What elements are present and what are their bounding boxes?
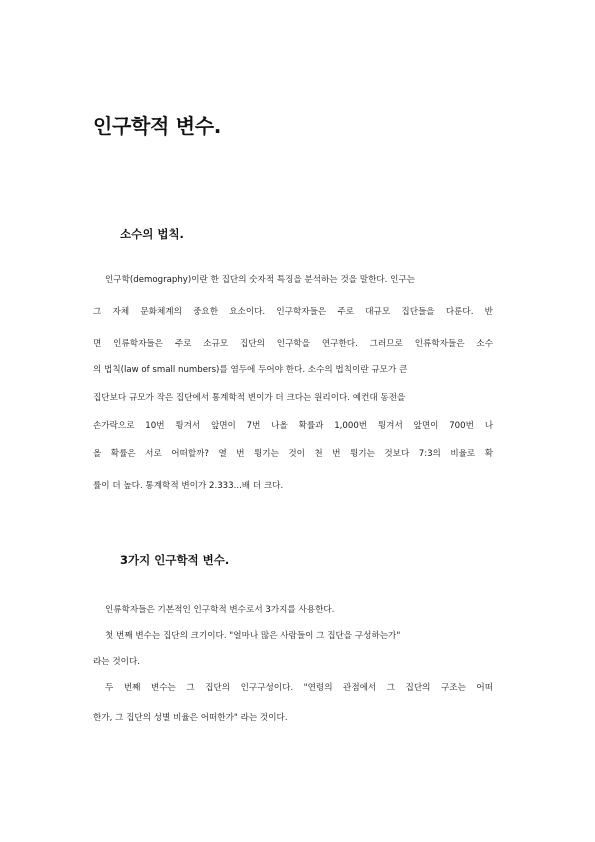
section-heading-three-demographic-variables: 3가지 인구학적 변수. — [120, 553, 230, 567]
paragraph-line: 한가, 그 집단의 성별 비율은 어떠한가" 라는 것이다. — [93, 713, 288, 723]
paragraph-line: 올 확률은 서로 어떠할까? 열 번 튕기는 것이 천 번 튕기는 것보다 7:3의 비율로 확 — [93, 449, 493, 459]
paragraph-line: 의 법칙(law of small numbers)를 염두에 두어야 한다. 소수의 법칙이란 규모가 큰 — [93, 365, 408, 375]
paragraph-line: 손가락으로 10번 튕겨서 앞면이 7번 나올 확률과 1,000번 튕겨서 앞면이 700번 나 — [93, 421, 493, 431]
paragraph-line: 첫 번째 변수는 집단의 크기이다. "얼마나 많은 사람들이 그 집단을 구성하는가" — [105, 631, 401, 641]
paragraph-line: 그 자체 문화체계의 중요한 요소이다. 인구학자들은 주로 대규모 집단들을 다룬다. 반 — [93, 307, 493, 317]
paragraph-line: 면 인류학자들은 주로 소규모 집단의 인구학을 연구한다. 그러므로 인류학자들은 소수 — [93, 339, 493, 349]
paragraph-line: 률이 더 높다. 통계학적 변이가 2.333...배 더 크다. — [93, 481, 284, 491]
paragraph-line: 라는 것이다. — [93, 657, 140, 667]
paragraph-line: 인류학자들은 기본적인 인구학적 변수로서 3가지를 사용한다. — [105, 605, 335, 615]
paragraph-line: 두 번째 변수는 그 집단의 인구구성이다. "연령의 관점에서 그 집단의 구조는 어떠 — [105, 683, 493, 693]
paragraph-line: 집단보다 규모가 작은 집단에서 통계학적 변이가 더 크다는 원리이다. 예컨대 동전을 — [93, 393, 406, 403]
paragraph-line: 인구학(demography)이란 한 집단의 숫자적 특징을 분석하는 것을 말한다. 인구는 — [105, 275, 416, 285]
page-title: 인구학적 변수. — [93, 114, 222, 138]
section-heading-law-of-small-numbers: 소수의 법칙. — [120, 227, 184, 241]
